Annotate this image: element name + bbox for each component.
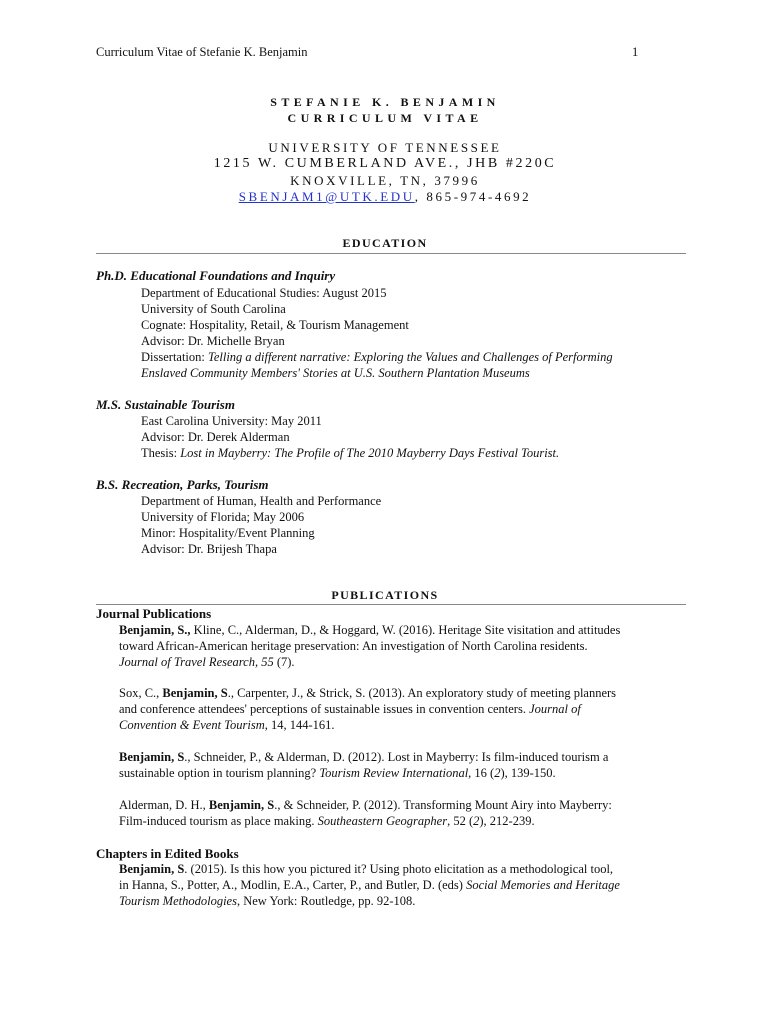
thesis-title: Lost in Mayberry: The Profile of The 2010 Mayberry Days Festival Tourist. xyxy=(180,446,560,460)
bs-line: Advisor: Dr. Brijesh Thapa xyxy=(141,542,277,556)
pub-2-line-2 xyxy=(119,702,581,717)
pub-4-text-2: Film-induced tourism as place making. xyxy=(119,814,318,828)
phd-line: Cognate: Hospitality, Retail, & Tourism Management xyxy=(141,318,409,332)
phd-dissertation-cont xyxy=(141,366,530,381)
pub-2-text-2: and conference attendees' perceptions of sustainable issues in convention centers. xyxy=(119,702,530,716)
ms-line: East Carolina University: May 2011 xyxy=(141,414,322,428)
ms-thesis xyxy=(141,446,559,461)
pub-3-line-1 xyxy=(119,750,608,765)
pub-3-mid: , 16 ( xyxy=(468,766,495,780)
pub-3-line-2 xyxy=(119,766,556,781)
pub-3-text-2: sustainable option in tourism planning? xyxy=(119,766,320,780)
bs-line: Minor: Hospitality/Event Planning xyxy=(141,526,315,540)
chapter-1-text-2: in Hanna, S., Potter, A., Modlin, E.A., Carter, P., and Butler, D. (eds) xyxy=(119,878,467,892)
pub-1-author: Benjamin, S., xyxy=(119,623,191,637)
pub-4-mid: , 52 ( xyxy=(447,814,474,828)
phd-degree: Ph.D. Educational Foundations and Inquiry xyxy=(96,268,336,283)
address-line-1: 1215 W. CUMBERLAND AVE., JHB #220C xyxy=(213,156,557,171)
chapter-1-author: Benjamin, S xyxy=(119,862,185,876)
chapters-heading: Chapters in Edited Books xyxy=(96,846,239,861)
pub-1-text: Kline, C., Alderman, D., & Hoggard, W. (2016). Heritage Site visitation and attitudes xyxy=(190,623,621,637)
pub-2-author: Benjamin, S xyxy=(162,686,228,700)
publications-rule xyxy=(96,604,686,605)
pub-3-author: Benjamin, S xyxy=(119,750,185,764)
contact-line xyxy=(0,189,770,205)
dissertation-title-cont: Enslaved Community Members' Stories at U.S. Southern Plantation Museums xyxy=(141,366,530,380)
chapter-1-line-2 xyxy=(119,878,620,893)
phd-line: Advisor: Dr. Michelle Bryan xyxy=(141,334,285,348)
institution: UNIVERSITY OF TENNESSEE xyxy=(268,140,502,155)
chapter-1-book-b: Tourism Methodologies xyxy=(119,894,237,908)
thesis-label: Thesis: xyxy=(141,446,181,460)
chapter-1-text: . (2015). Is this how you pictured it? Using photo elicitation as a methodological tool, xyxy=(184,862,614,876)
chapter-1-book-a: Social Memories and Heritage xyxy=(466,878,620,892)
chapter-1-tail: , New York: Routledge, pp. 92-108. xyxy=(236,894,416,908)
education-rule xyxy=(96,253,686,254)
pub-3-tail: ), 139-150. xyxy=(500,766,556,780)
publications-heading: PUBLICATIONS xyxy=(331,588,439,602)
pub-2-pre: Sox, C., xyxy=(119,686,163,700)
pub-3-issue: 2 xyxy=(494,766,501,780)
dissertation-title: Telling a different narrative: Exploring the Values and Challenges of Performing xyxy=(208,350,613,364)
pub-4-line-1 xyxy=(119,798,612,813)
pub-2-journal-a: Journal of xyxy=(529,702,581,716)
chapter-1-line-1 xyxy=(119,862,613,877)
pub-4-pre: Alderman, D. H., xyxy=(119,798,209,812)
pub-3-text: ., Schneider, P., & Alderman, D. (2012). Lost in Mayberry: Is film-induced tourism a xyxy=(184,750,609,764)
phd-dissertation xyxy=(141,350,613,365)
phone-separator: , xyxy=(414,189,427,204)
pub-4-line-2 xyxy=(119,814,535,829)
pub-2-line-1 xyxy=(119,686,616,701)
pub-1-journal: Journal of Travel Research, 55 xyxy=(119,655,274,669)
cv-subtitle: CURRICULUM VITAE xyxy=(287,111,483,125)
bs-line: University of Florida; May 2006 xyxy=(141,510,305,524)
pub-2-line-3 xyxy=(119,718,335,733)
pub-2-journal-b: Convention & Event Tourism xyxy=(119,718,265,732)
pub-3-journal: Tourism Review International xyxy=(319,766,469,780)
pub-4-issue: 2 xyxy=(473,814,480,828)
pub-4-text: ., & Schneider, P. (2012). Transforming Mount Airy into Mayberry: xyxy=(274,798,612,812)
education-heading: EDUCATION xyxy=(342,236,428,250)
page-number: 1 xyxy=(632,45,639,59)
phd-line: Department of Educational Studies: August 2015 xyxy=(141,286,387,300)
bs-degree: B.S. Recreation, Parks, Tourism xyxy=(96,477,269,492)
pub-4-author: Benjamin, S xyxy=(208,798,275,812)
journal-publications-heading: Journal Publications xyxy=(96,606,212,621)
pub-1-line-1 xyxy=(119,623,620,638)
pub-4-journal: Southeastern Geographer xyxy=(317,814,448,828)
pub-2-tail: , 14, 144-161. xyxy=(264,718,335,732)
pub-1-tail: (7). xyxy=(273,655,295,669)
dissertation-label: Dissertation: xyxy=(141,350,209,364)
address-line-2: KNOXVILLE, TN, 37996 xyxy=(290,173,480,188)
ms-degree: M.S. Sustainable Tourism xyxy=(96,397,235,412)
running-header-title: Curriculum Vitae of Stefanie K. Benjamin xyxy=(96,45,308,59)
pub-1-line-2: toward African-American heritage preservation: An investigation of North Carolina residents. xyxy=(119,639,588,653)
bs-line: Department of Human, Health and Performance xyxy=(141,494,382,508)
pub-2-text: ., Carpenter, J., & Strick, S. (2013). An exploratory study of meeting planners xyxy=(227,686,617,700)
email-link[interactable]: SBENJAM1@UTK.EDU xyxy=(238,189,415,204)
ms-line: Advisor: Dr. Derek Alderman xyxy=(141,430,290,444)
chapter-1-line-3 xyxy=(119,894,415,909)
cv-name: STEFANIE K. BENJAMIN xyxy=(270,95,500,109)
pub-4-tail: ), 212-239. xyxy=(479,814,535,828)
phd-line: University of South Carolina xyxy=(141,302,286,316)
phone: 865-974-4692 xyxy=(426,189,532,204)
pub-1-line-3 xyxy=(119,655,295,670)
